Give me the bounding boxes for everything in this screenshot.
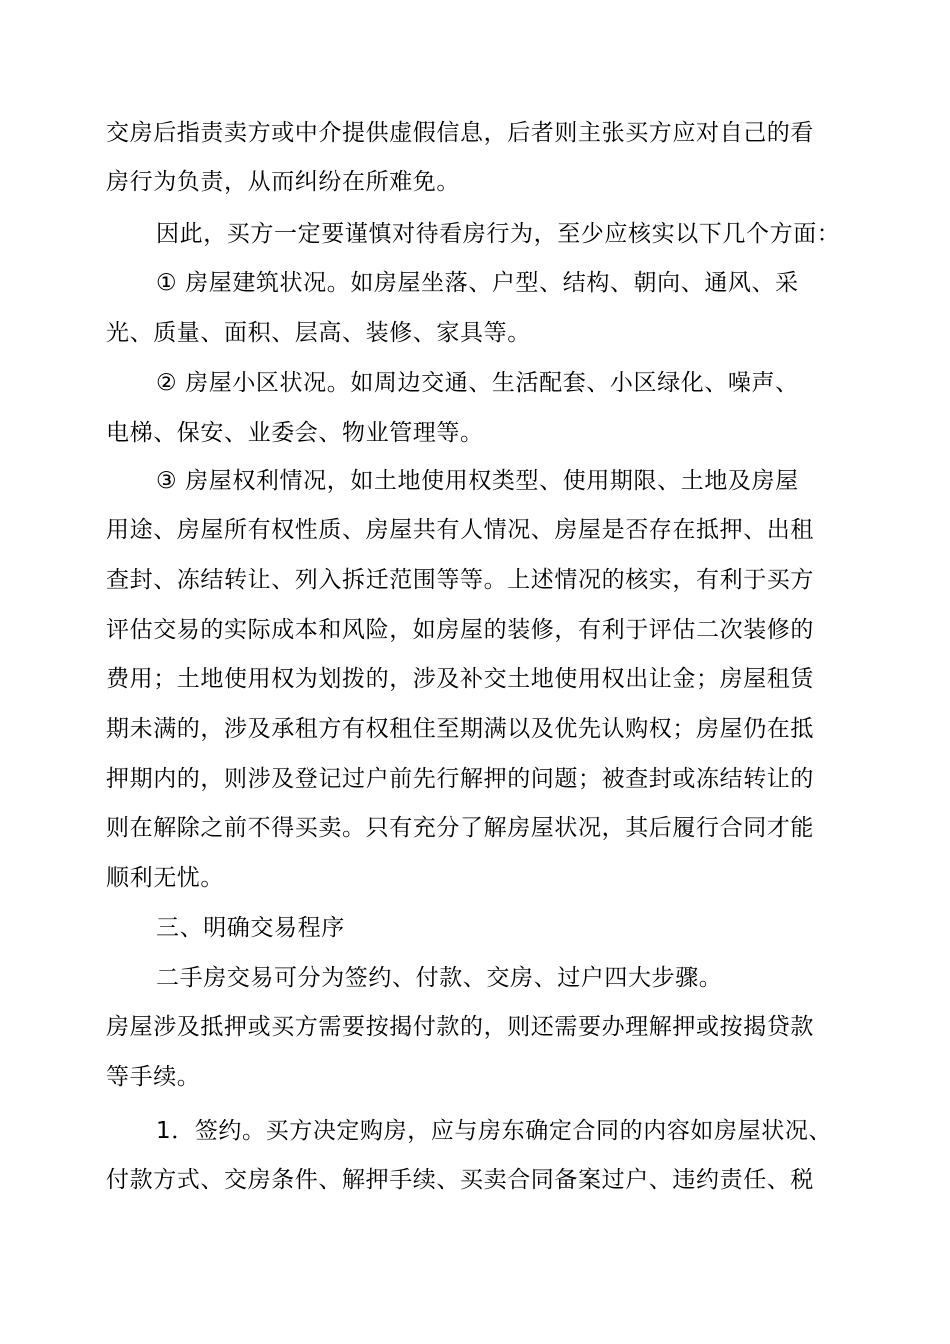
text-line: 费用；土地使用权为划拨的，涉及补交土地使用权出让金；房屋租赁 [106,666,814,692]
text-line: 电梯、保安、业委会、物业管理等。 [106,420,484,446]
text-line: 押期内的，则涉及登记过户前先行解押的问题；被查封或冻结转让的 [106,766,814,792]
text-line: 查封、冻结转让、列入拆迁范围等等。上述情况的核实，有利于买方 [106,567,814,593]
text-line: 光、质量、面积、层高、装修、家具等。 [106,320,531,346]
text-line: ③ 房屋权利情况，如土地使用权类型、使用期限、土地及房屋 [156,468,799,494]
text-line: 顺利无忧。 [106,865,224,891]
text-line: 1．签约。买方决定购房，应与房东确定合同的内容如房屋状况、 [156,1118,833,1144]
text-line: 因此，买方一定要谨慎对待看房行为，至少应核实以下几个方面： [156,221,841,247]
text-line: 用途、房屋所有权性质、房屋共有人情况、房屋是否存在抵押、出租 [106,517,814,543]
text-line: 房屋涉及抵押或买方需要按揭付款的，则还需要办理解押或按揭贷款 [106,1014,814,1040]
text-line: 二手房交易可分为签约、付款、交房、过户四大步骤。 [156,965,723,991]
section-heading: 三、明确交易程序 [156,915,345,941]
text-line: 交房后指责卖方或中介提供虚假信息，后者则主张买方应对自己的看 [106,120,814,146]
text-line: ② 房屋小区状况。如周边交通、生活配套、小区绿化、噪声、 [156,370,799,396]
text-line: ① 房屋建筑状况。如房屋坐落、户型、结构、朝向、通风、采 [156,270,799,296]
text-line: 评估交易的实际成本和风险，如房屋的装修，有利于评估二次装修的 [106,617,814,643]
text-line: 付款方式、交房条件、解押手续、买卖合同备案过户、违约责任、税 [106,1167,814,1193]
text-line: 期未满的，涉及承租方有权租住至期满以及优先认购权；房屋仍在抵 [106,716,814,742]
text-line: 等手续。 [106,1064,201,1090]
text-line: 则在解除之前不得买卖。只有充分了解房屋状况，其后履行合同才能 [106,815,814,841]
text-line: 房行为负责，从而纠纷在所难免。 [106,169,460,195]
